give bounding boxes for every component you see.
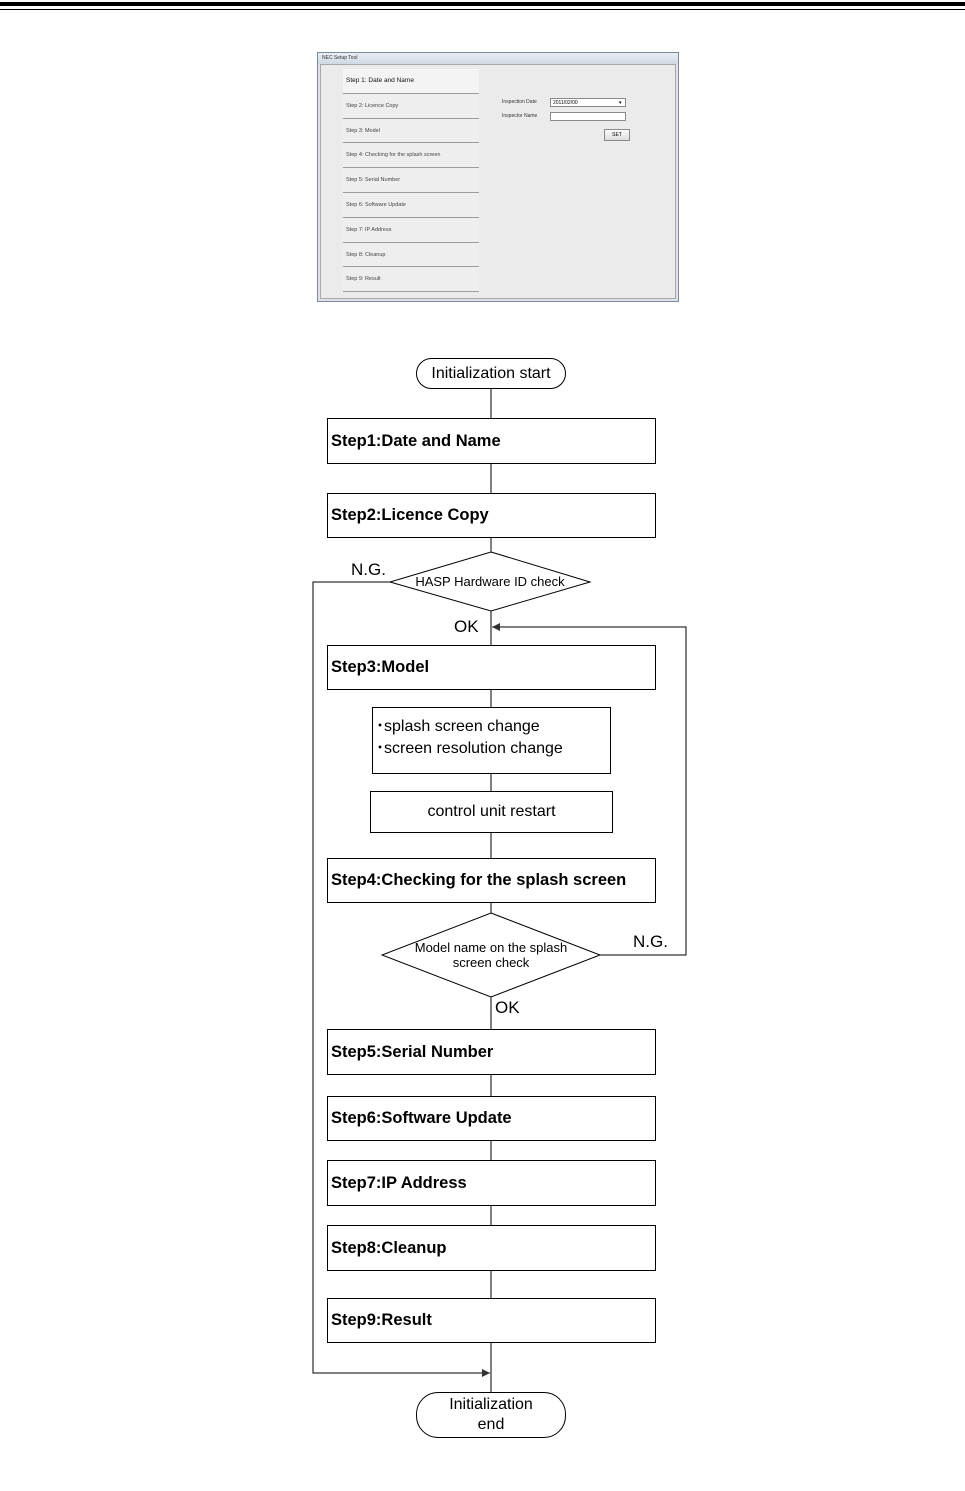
step-list-item[interactable]: Step 7: IP Address bbox=[343, 218, 479, 243]
step8-box: Step8:Cleanup bbox=[327, 1225, 656, 1271]
step-list-item[interactable]: Step 1: Date and Name bbox=[343, 69, 479, 94]
decision2-ng-label: N.G. bbox=[633, 932, 668, 951]
step5-box: Step5:Serial Number bbox=[327, 1029, 656, 1075]
inspector-name-label: Inspector Name bbox=[502, 113, 538, 119]
step9-box: Step9:Result bbox=[327, 1298, 656, 1343]
bullet-item: ･splash screen change bbox=[376, 718, 540, 735]
decision1-ok-label: OK bbox=[454, 617, 479, 636]
end-terminal: Initialization end bbox=[416, 1392, 566, 1438]
step-list-item[interactable]: Step 8: Cleanup bbox=[343, 243, 479, 268]
decision1-ng-label: N.G. bbox=[351, 560, 386, 579]
step-list-item[interactable]: Step 9: Result bbox=[343, 267, 479, 292]
step-list-item[interactable]: Step 6: Software Update bbox=[343, 193, 479, 218]
step4-box: Step4:Checking for the splash screen bbox=[327, 858, 656, 903]
decision1-text: HASP Hardware ID check bbox=[415, 574, 565, 589]
restart-box: control unit restart bbox=[370, 791, 613, 833]
set-button[interactable]: SET bbox=[604, 129, 630, 141]
step3-box: Step3:Model bbox=[327, 645, 656, 690]
step-list-item[interactable]: Step 3: Model bbox=[343, 119, 479, 144]
dropdown-arrow-icon[interactable]: ▾ bbox=[619, 100, 622, 106]
decision2-ok-label: OK bbox=[495, 998, 520, 1017]
window-title: NEC Setup Tool bbox=[318, 53, 678, 64]
start-terminal: Initialization start bbox=[416, 358, 566, 389]
step-list-item[interactable]: Step 2: Licence Copy bbox=[343, 94, 479, 119]
step2-box: Step2:Licence Copy bbox=[327, 493, 656, 538]
step-list-item[interactable]: Step 5: Serial Number bbox=[343, 168, 479, 193]
step6-box: Step6:Software Update bbox=[327, 1096, 656, 1141]
step-list-item[interactable]: Step 4: Checking for the splash screen bbox=[343, 143, 479, 168]
inspection-date-label: Inspection Date bbox=[502, 99, 537, 105]
decision2-text: Model name on the splash screen check bbox=[414, 940, 568, 970]
bullet-item: ･screen resolution change bbox=[376, 740, 563, 757]
step1-box: Step1:Date and Name bbox=[327, 418, 656, 464]
inspection-date-value: 2011/02/00 bbox=[553, 100, 578, 106]
bullet-box bbox=[372, 707, 611, 774]
step7-box: Step7:IP Address bbox=[327, 1160, 656, 1206]
